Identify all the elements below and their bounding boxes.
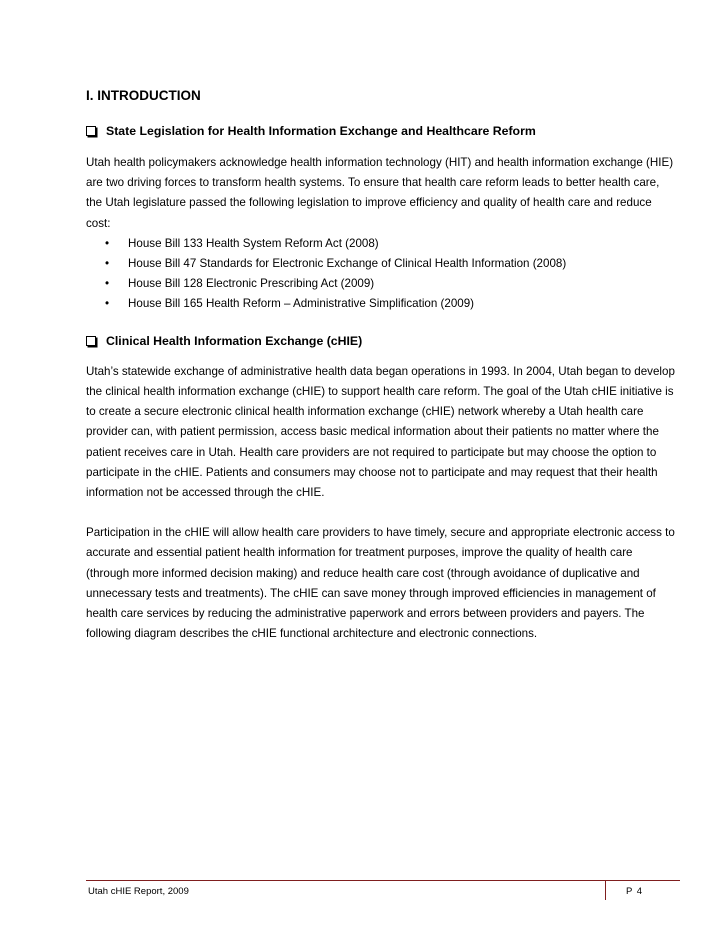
bullet-icon: • — [105, 236, 110, 250]
section-heading: I. INTRODUCTION — [86, 88, 201, 103]
bullet-icon: • — [105, 256, 110, 270]
list-item: • House Bill 165 Health Reform – Administrative Simplification (2009) — [86, 294, 676, 314]
footer-divider — [605, 880, 606, 900]
footer-rule — [86, 880, 680, 881]
footer-report-title: Utah cHIE Report, 2009 — [88, 886, 189, 897]
subsection-title-text: Clinical Health Information Exchange (cHIE) — [106, 333, 363, 348]
list-item: • House Bill 133 Health System Reform Act (2008) — [86, 234, 676, 254]
subsection-title-text: State Legislation for Health Information Exchange and Healthcare Reform — [106, 124, 536, 138]
list-item: • House Bill 128 Electronic Prescribing Act (2009) — [86, 274, 676, 294]
list-item: • House Bill 47 Standards for Electronic Exchange of Clinical Health Information (2008) — [86, 254, 676, 274]
bullet-icon: • — [105, 276, 110, 290]
legislation-list — [86, 234, 676, 314]
page-content — [86, 88, 676, 644]
subsection-title-legislation — [86, 123, 676, 139]
subsection-title-chie — [86, 333, 676, 349]
footer-page-number: P 4 — [626, 886, 644, 897]
checkbox-icon — [86, 126, 96, 136]
chie-paragraph-2: Participation in the cHIE will allow health care providers to have timely, secure and appropriate electronic access to accurate and essential patient health information for treatment purposes, improve the quality of health care (through more informed decision making) and reduce health care cost (through avoidance of duplicative and unnecessary tests and treatments). The cHIE can save money through improved efficiencies in management of health care services by reducing the administrative paperwork and errors between providers and payers. The following diagram describes the cHIE functional architecture and electronic connections. — [86, 526, 675, 641]
bullet-icon: • — [105, 296, 110, 310]
legislation-paragraph: Utah health policymakers acknowledge health information technology (HIT) and health information exchange (HIE) are two driving forces to transform health systems. To ensure that health care reform leads to better health care, the Utah legislature passed the following legislation to improve efficiency and quality of health care and reduce cost: — [86, 156, 674, 230]
chie-paragraph-1: Utah’s statewide exchange of administrative health data began operations in 1993. In 2004, Utah began to develop the clinical health information exchange (cHIE) to support health care reform. The goal of the Utah cHIE initiative is to create a secure electronic clinical health information exchange (cHIE) network whereby a Utah health care provider can, with patient permission, access basic medical information about their patients no matter where the patient receives care in Utah. Health care providers are not required to participate but may choose the option to participate in the cHIE. Patients and consumers may choose not to participate and may request that their health information not be accessed through the cHIE. — [86, 364, 675, 500]
checkbox-icon — [86, 336, 96, 346]
